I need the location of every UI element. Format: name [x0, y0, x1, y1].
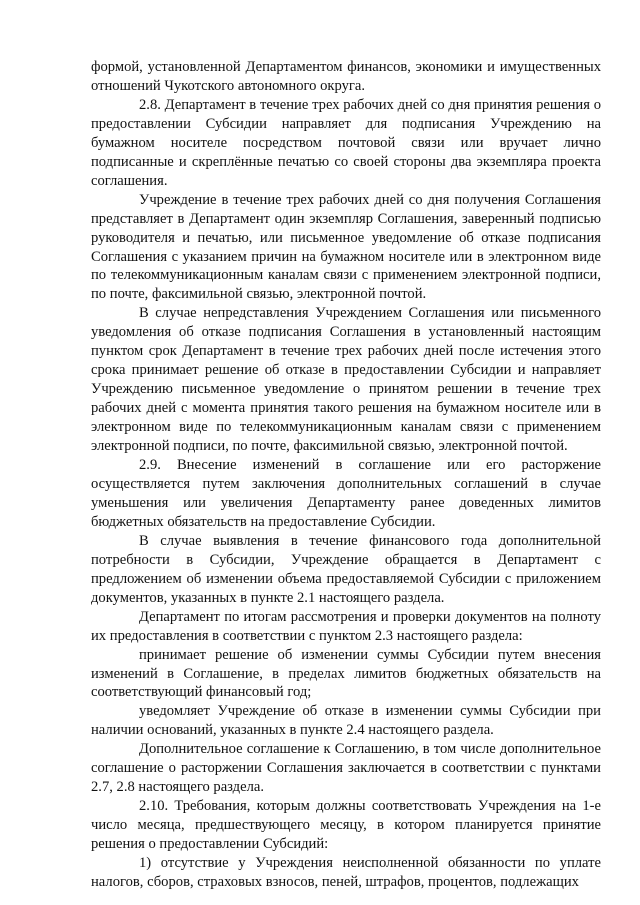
paragraph-2-9-additional-need: В случае выявления в течение финансового года дополнительной потребности в Субсидии, Учреждение обращается в Департамент с предложением об изменении объема предоставляемой Субсидии с приложением документов, указанных в пункте 2.1 настоящего раздела.	[91, 532, 601, 606]
paragraph-2-9-refusal-notice: уведомляет Учреждение об отказе в изменении суммы Субсидии при наличии оснований, указанных в пункте 2.4 настоящего раздела.	[91, 703, 601, 739]
paragraph-2-8-institution-response: Учреждение в течение трех рабочих дней со дня получения Соглашения представляет в Департамент один экземпляр Соглашения, заверенный подписью руководителя и печатью, или письменное уведомление об отказе подписания Соглашения с указанием причин на бумажном носителе или в электронном виде по телекоммуникационным каналам связи с применением электронной подписи, по почте, факсимильной связью, электронной почтой.	[91, 191, 601, 303]
paragraph-2-8: 2.8. Департамент в течение трех рабочих дней со дня принятия решения о предоставлении Субсидии направляет для подписания Учреждению на бумажном носителе посредством почтовой связи или вручает лично подписанные и скреплённые печатью со своей стороны два экземпляра проекта соглашения.	[91, 96, 601, 189]
paragraph-2-9: 2.9. Внесение изменений в соглашение или его расторжение осуществляется путем заключения дополнительных соглашений в случае уменьшения или увеличения Департаменту ранее доведенных лимитов бюджетных обязательств на предоставление Субсидии.	[91, 457, 601, 530]
paragraph-2-8-non-submission: В случае непредставления Учреждением Соглашения или письменного уведомления об отказе подписания Соглашения в установленный настоящим пунктом срок Департамент в течение трех рабочих дней после истечения этого срока принимает решение об отказе в предоставлении Субсидии и направляет Учреждению письменное уведомление о принятом решении в течение трех рабочих дней с момента принятия такого решения на бумажном носителе или в электронном виде по телекоммуникационным каналам связи с применением электронной подписи, по почте, факсимильной связью, электронной почтой.	[91, 305, 601, 455]
paragraph-2-9-review: Департамент по итогам рассмотрения и проверки документов на полноту их предоставления в соответствии с пунктом 2.3 настоящего раздела:	[91, 608, 601, 644]
paragraph-continuation: формой, установленной Департаментом финансов, экономики и имущественных отношений Чукотского автономного округа.	[91, 59, 601, 94]
paragraph-2-9-decision-change: принимает решение об изменении суммы Субсидии путем внесения изменений в Соглашение, в пределах лимитов бюджетных обязательств на соответствующий финансовый год;	[91, 646, 601, 701]
paragraph-2-9-additional-agreement: Дополнительное соглашение к Соглашению, в том числе дополнительное соглашение о расторжении Соглашения заключается в соответствии с пунктами 2.7, 2.8 настоящего раздела.	[91, 741, 601, 796]
paragraph-2-10: 2.10. Требования, которым должны соответствовать Учреждения на 1-е число месяца, предшествующего месяцу, в котором планируется принятие решения о предоставлении Субсидий:	[91, 798, 601, 853]
paragraph-2-10-item-1: 1) отсутствие у Учреждения неисполненной обязанности по уплате налогов, сборов, страховых взносов, пеней, штрафов, процентов, подлежащих	[91, 855, 601, 890]
document-page	[91, 58, 601, 892]
